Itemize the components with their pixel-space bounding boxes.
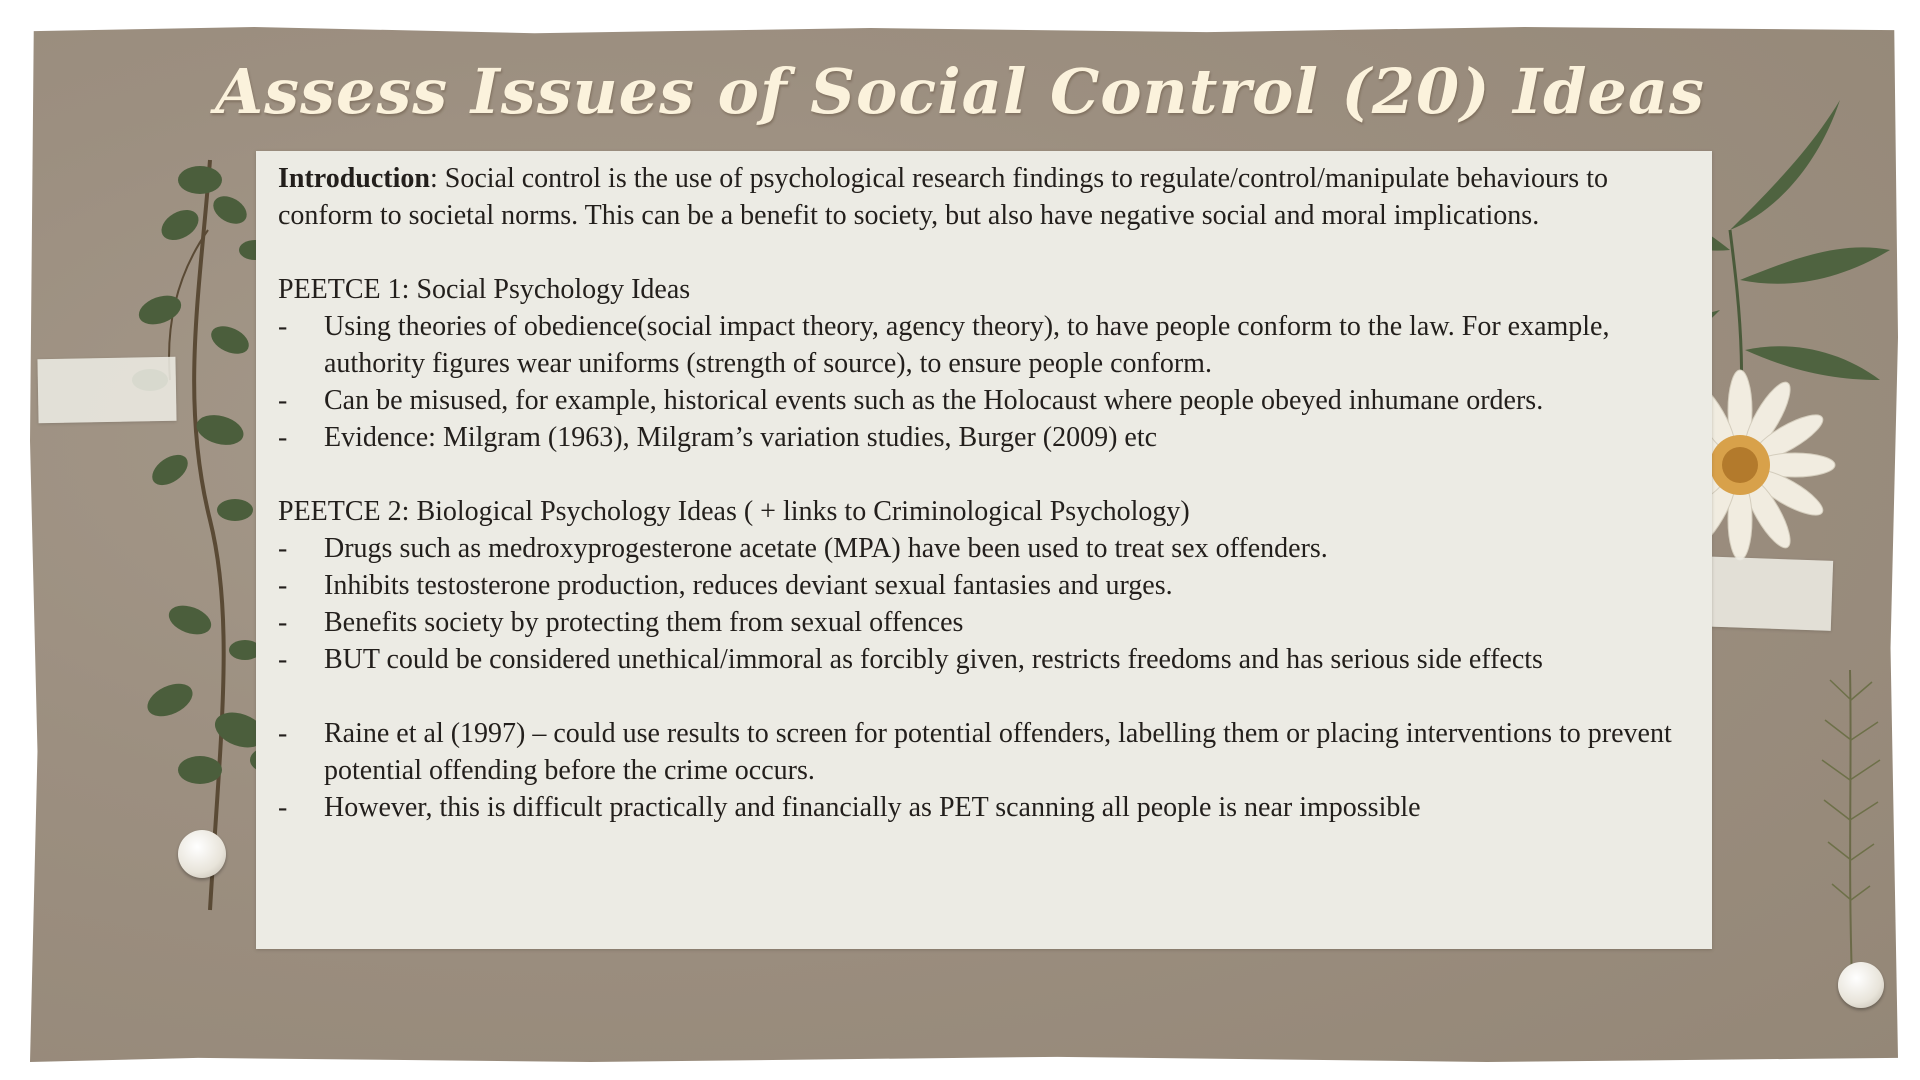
section2-heading: PEETCE 2: Biological Psychology Ideas ( + links to Criminological Psychology) bbox=[278, 496, 1190, 527]
section1-bullet-list bbox=[278, 308, 1698, 456]
content-text bbox=[278, 160, 1698, 826]
left-tape-decoration bbox=[37, 357, 176, 423]
list-item: - Benefits society by protecting them from sexual offences bbox=[278, 604, 1698, 641]
introduction-label: Introduction bbox=[278, 163, 430, 194]
list-item: - Drugs such as medroxyprogesterone acetate (MPA) have been used to treat sex offenders. bbox=[278, 530, 1698, 567]
right-pin-decoration bbox=[1838, 962, 1884, 1008]
list-item: - Raine et al (1997) – could use results to screen for potential offenders, labelling them or placing interventions to prevent potential offending before the crime occurs. bbox=[278, 715, 1698, 789]
list-item: - Evidence: Milgram (1963), Milgram’s variation studies, Burger (2009) etc bbox=[278, 419, 1698, 456]
list-item: - BUT could be considered unethical/immoral as forcibly given, restricts freedoms and has serious side effects bbox=[278, 641, 1698, 678]
page-title: Assess Issues of Social Control (20) Ideas bbox=[215, 55, 1705, 128]
section2-bullet-list bbox=[278, 530, 1698, 678]
section2-bullet-list-continued bbox=[278, 715, 1698, 826]
list-item: - However, this is difficult practically and financially as PET scanning all people is near impossible bbox=[278, 789, 1698, 826]
introduction-text: : Social control is the use of psychological research findings to regulate/control/manipulate behaviours to conform to societal norms. This can be a benefit to society, but also have negative social and moral implications. bbox=[278, 163, 1608, 231]
left-pin-decoration bbox=[178, 830, 226, 878]
list-item: - Can be misused, for example, historical events such as the Holocaust where people obeyed inhumane orders. bbox=[278, 382, 1698, 419]
list-item: - Using theories of obedience(social impact theory, agency theory), to have people conform to the law. For example, authority figures wear uniforms (strength of source), to ensure people conform. bbox=[278, 308, 1698, 382]
section1-heading: PEETCE 1: Social Psychology Ideas bbox=[278, 274, 691, 305]
list-item: - Inhibits testosterone production, reduces deviant sexual fantasies and urges. bbox=[278, 567, 1698, 604]
introduction-paragraph bbox=[278, 160, 1698, 234]
